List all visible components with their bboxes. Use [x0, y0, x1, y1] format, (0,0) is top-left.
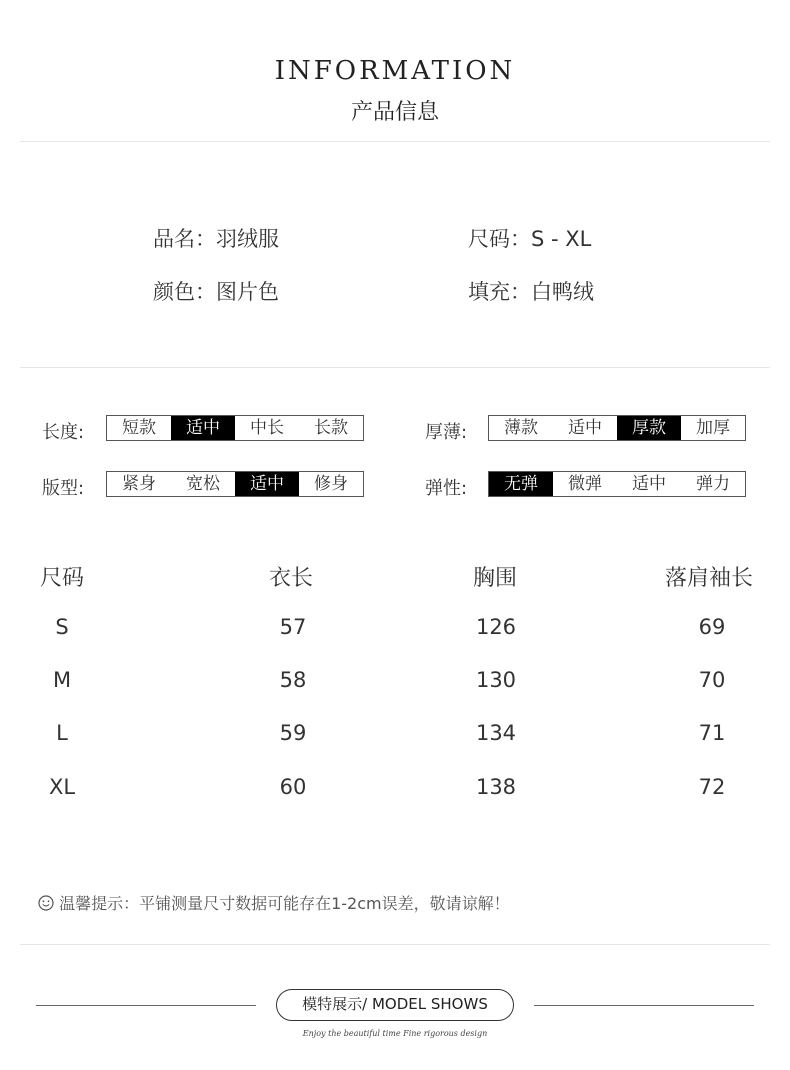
smile-icon [38, 895, 54, 911]
size-table-cell: M [52, 668, 72, 692]
size-table-cell: 70 [698, 668, 726, 692]
tip-text: 温馨提示：平铺测量尺寸数据可能存在1-2cm误差，敬请谅解！ [59, 894, 510, 913]
header-title-cn: 产品信息 [350, 100, 439, 125]
attr-elasticity-option: 无弹 [489, 472, 553, 496]
attr-thickness-option: 薄款 [504, 418, 538, 438]
attr-elasticity-label: 弹性: [425, 478, 468, 499]
model-shows-pill: 模特展示/ MODEL SHOWS [276, 989, 514, 1021]
attr-fit-option: 修身 [314, 474, 348, 494]
model-shows-subtitle: Enjoy the beautiful time Fine rigorous design [302, 1029, 488, 1038]
size-table-cell: 69 [698, 615, 726, 639]
attr-fit-scale [106, 471, 364, 497]
size-table-cell: 57 [279, 615, 307, 639]
size-table-header-length: 衣长 [269, 566, 314, 591]
attr-elasticity-scale [488, 471, 746, 497]
attr-fit-option: 紧身 [122, 474, 156, 494]
attr-thickness-option: 适中 [568, 418, 602, 438]
attr-thickness-option: 加厚 [696, 418, 730, 438]
info-size-range: 尺码：S - XL [468, 227, 592, 251]
info-color: 颜色：图片色 [153, 280, 279, 304]
attr-length-option: 中长 [250, 418, 284, 438]
attr-fit-label: 版型: [42, 478, 85, 499]
attr-length-scale [106, 415, 364, 441]
size-table-header-sleeve: 落肩袖长 [665, 566, 754, 591]
size-table-cell: XL [48, 775, 76, 799]
model-line-left [36, 1005, 256, 1006]
attr-fit-option: 宽松 [186, 474, 220, 494]
size-table-cell: 72 [698, 775, 726, 799]
size-table-cell: 130 [475, 668, 517, 692]
attr-elasticity-option: 适中 [632, 474, 666, 494]
size-table-cell: 126 [475, 615, 517, 639]
header-title-en: INFORMATION [274, 56, 516, 86]
attr-elasticity-option: 微弹 [568, 474, 602, 494]
size-table-cell: 71 [698, 721, 726, 745]
attr-length-option: 长款 [314, 418, 348, 438]
attr-length-label: 长度: [42, 422, 85, 443]
size-table-cell: 58 [279, 668, 307, 692]
size-table-cell: L [56, 721, 68, 745]
attr-thickness-option: 厚款 [617, 416, 681, 440]
divider-top [20, 141, 770, 142]
size-table-cell: S [55, 615, 69, 639]
attr-length-option: 短款 [122, 418, 156, 438]
size-table-header-chest: 胸围 [473, 566, 518, 591]
info-product-name: 品名：羽绒服 [153, 227, 279, 251]
size-table-cell: 60 [279, 775, 307, 799]
size-table-cell: 59 [279, 721, 307, 745]
info-filling: 填充：白鸭绒 [468, 280, 594, 304]
attr-fit-option: 适中 [235, 472, 299, 496]
attr-thickness-scale [488, 415, 746, 441]
attr-elasticity-option: 弹力 [696, 474, 730, 494]
size-table-cell: 134 [475, 721, 517, 745]
attr-length-option: 适中 [171, 416, 235, 440]
divider-bottom [20, 944, 770, 945]
divider-info [20, 367, 770, 368]
size-table-cell: 138 [475, 775, 517, 799]
attr-thickness-label: 厚薄: [425, 422, 468, 443]
model-line-right [534, 1005, 754, 1006]
tip-row [38, 891, 510, 914]
size-table-header-size: 尺码 [40, 566, 85, 591]
